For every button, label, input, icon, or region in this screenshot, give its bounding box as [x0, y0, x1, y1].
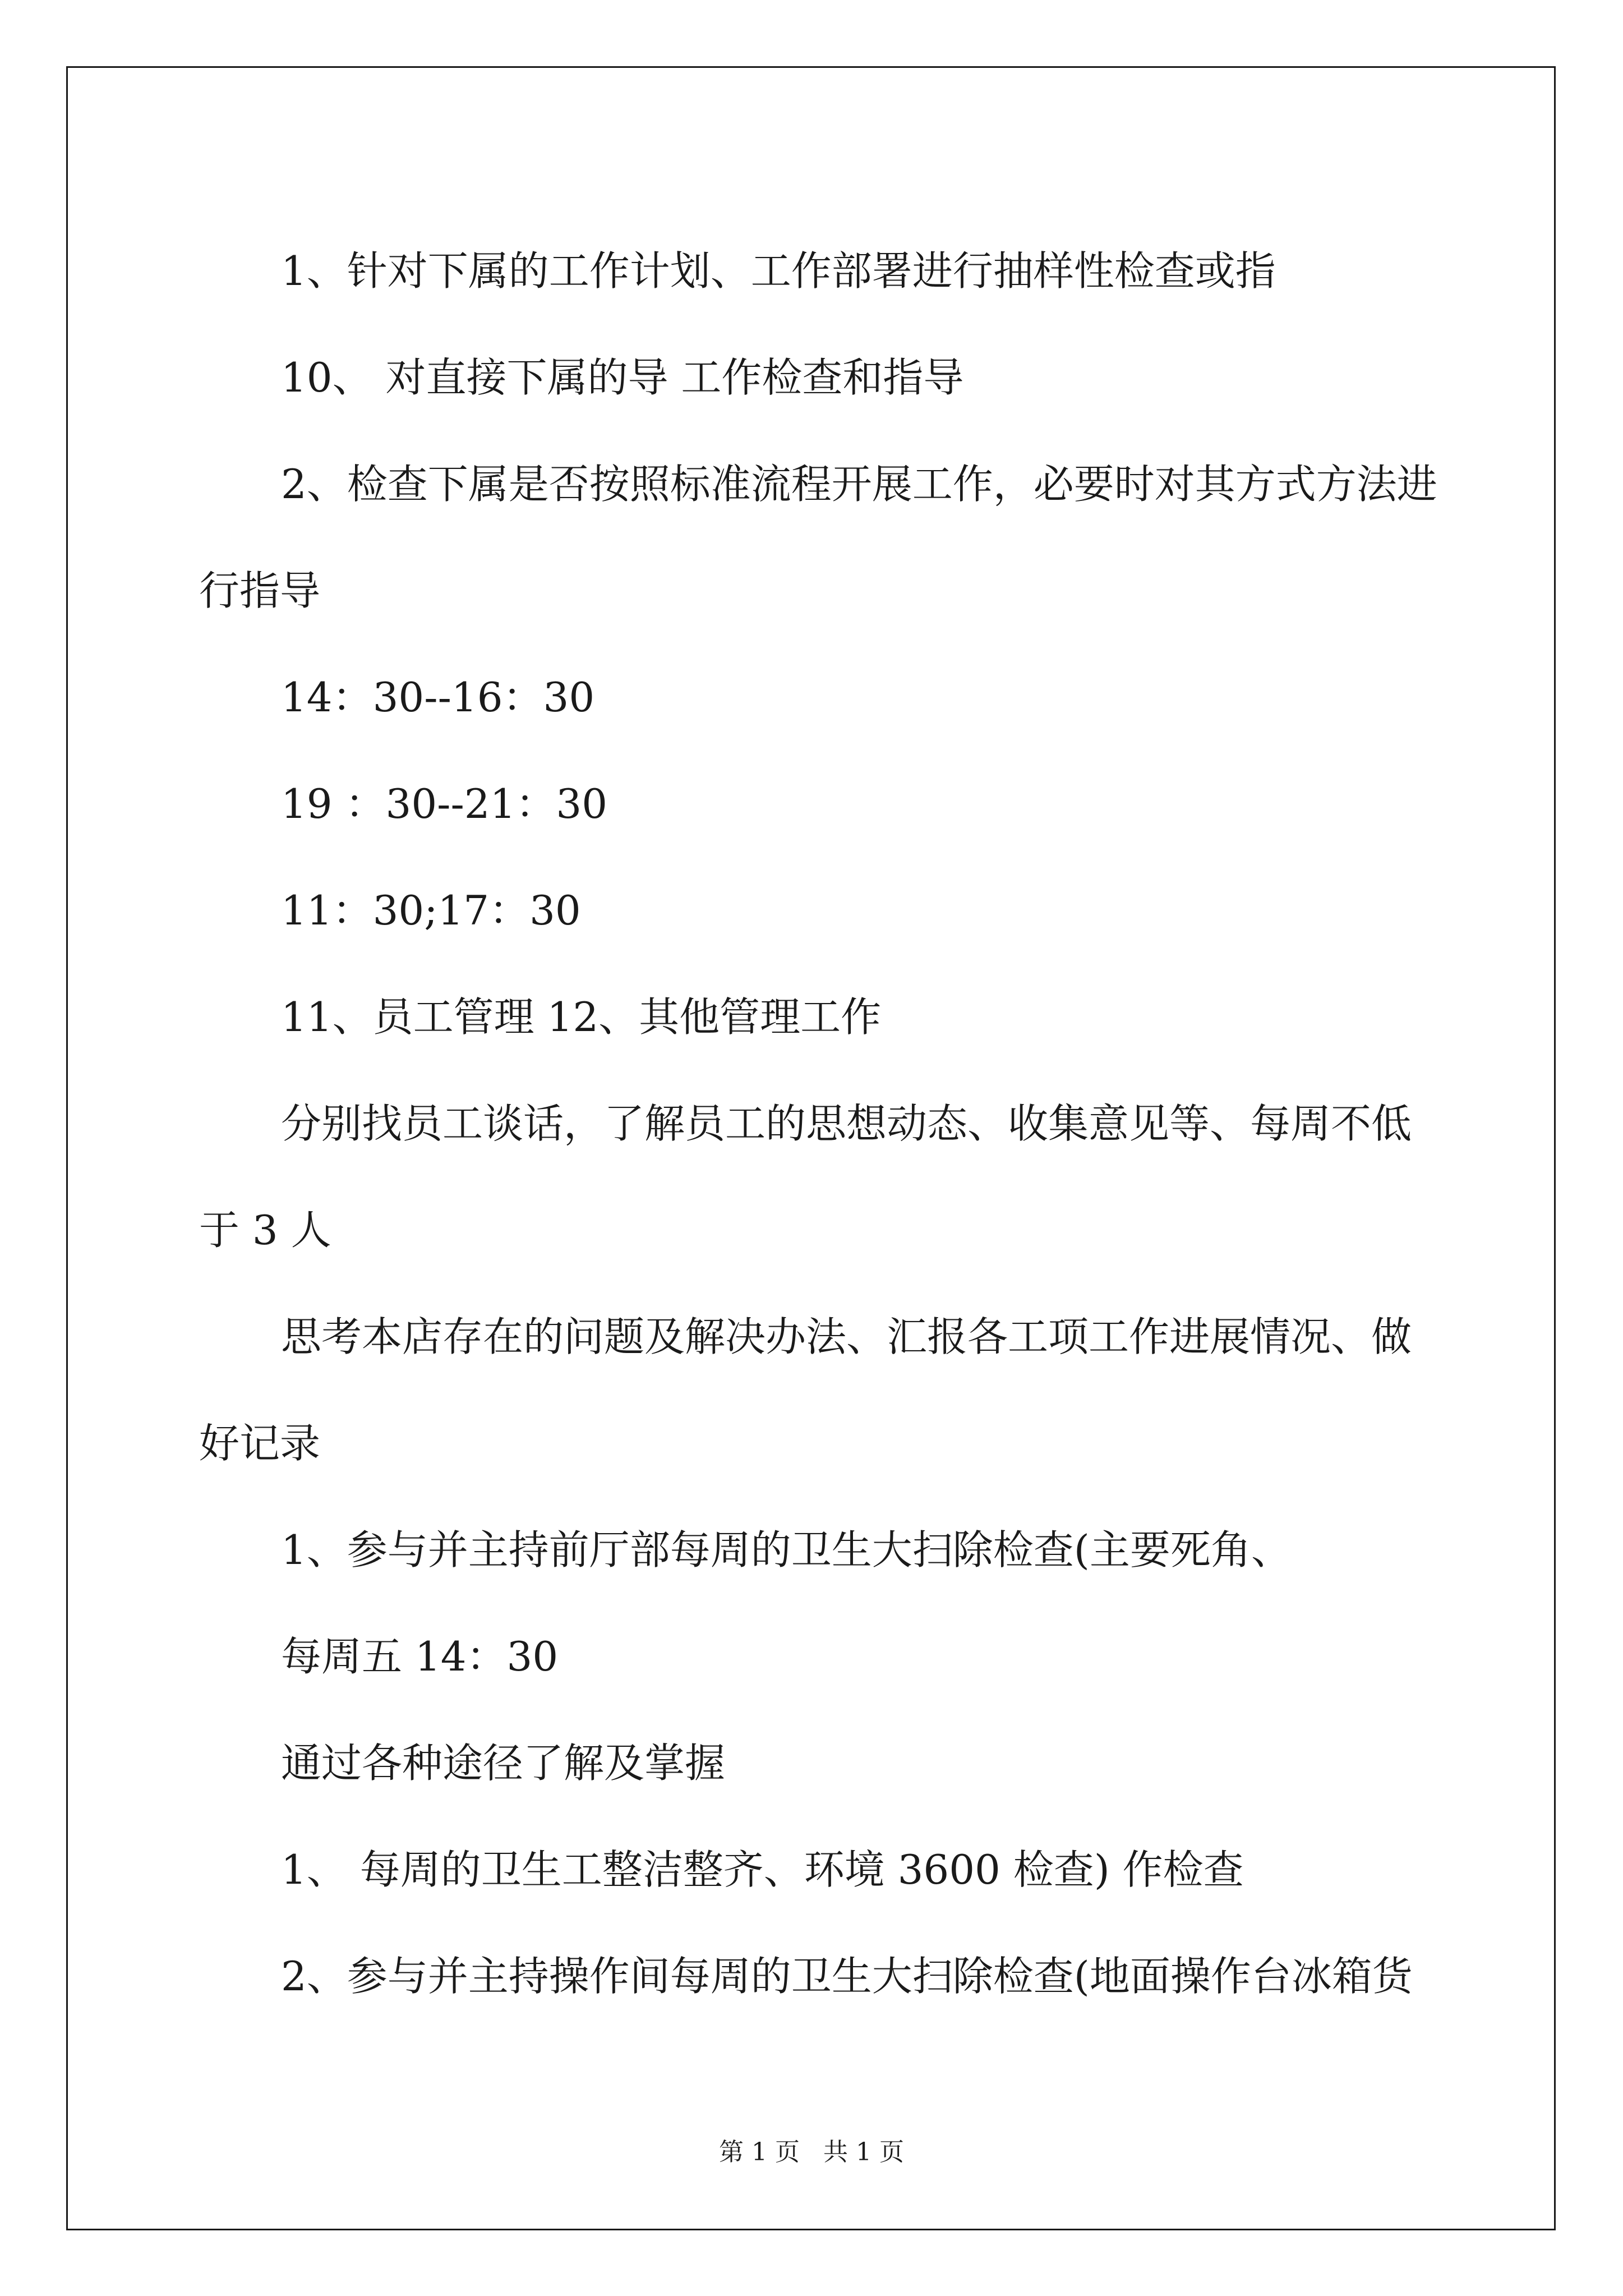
text-line: 11、员工管理 12、其他管理工作: [281, 993, 882, 1041]
text-line: 1、参与并主持前厅部每周的卫生大扫除检查(主要死角、: [281, 1526, 1292, 1573]
text-line: 19 ：30--21：30: [281, 780, 608, 827]
text-line: 好记录: [199, 1420, 321, 1467]
text-line: 1、针对下属的工作计划、工作部署进行抽样性检查或指: [281, 247, 1276, 295]
page-number-footer: 第 1 页 共 1 页: [719, 2138, 904, 2166]
text-line: 思考本店存在的问题及解决办法、汇报各工项工作进展情况、做: [281, 1313, 1412, 1360]
text-line: 分别找员工谈话，了解员工的思想动态、收集意见等、每周不低: [281, 1100, 1412, 1147]
text-line: 14：30--16：30: [281, 674, 595, 721]
text-line: 2、参与并主持操作间每周的卫生大扫除检查(地面操作台冰箱货: [281, 1953, 1413, 2000]
text-line: 于 3 人: [199, 1207, 331, 1254]
text-line: 10、 对直接下属的导 工作检查和指导: [281, 354, 964, 401]
text-line: 行指导: [199, 567, 321, 614]
text-line: 每周五 14：30: [281, 1633, 559, 1680]
text-line: 2、检查下属是否按照标准流程开展工作，必要时对其方式方法进: [281, 461, 1437, 508]
document-body: [199, 218, 1437, 2030]
text-line: 11：30;17：30: [281, 887, 581, 934]
text-line: 通过各种途径了解及掌握: [281, 1740, 726, 1787]
text-line: 1、 每周的卫生工整洁整齐、环境 3600 检查) 作检查: [281, 1846, 1244, 1893]
